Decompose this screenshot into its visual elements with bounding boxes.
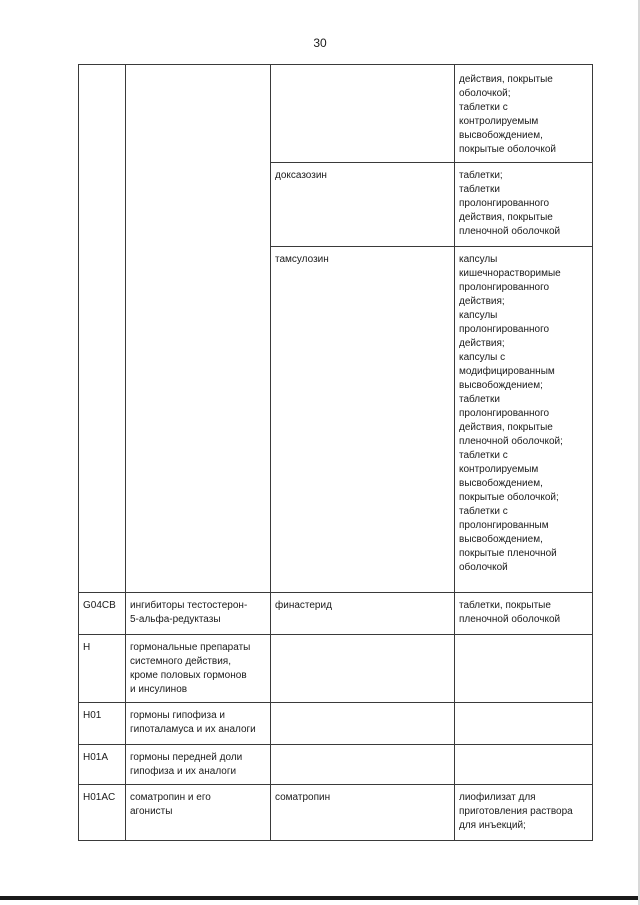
group-name-cell: ингибиторы тестостерон- 5-альфа-редуктазы	[126, 593, 271, 635]
dosage-forms-cell: лиофилизат для приготовления раствора для инъекций;	[455, 785, 593, 841]
group-name-cell: гормональные препараты системного действия, кроме половых гормонов и инсулинов	[126, 635, 271, 703]
dosage-forms-cell	[455, 745, 593, 785]
dosage-forms-cell	[455, 635, 593, 703]
bottom-scan-edge	[0, 896, 640, 900]
drug-classification-table	[78, 64, 593, 841]
drug-name-cell	[271, 703, 455, 745]
table-row	[79, 745, 593, 785]
table-row	[79, 65, 593, 163]
dosage-forms-cell: таблетки; таблетки пролонгированного действия, покрытые пленочной оболочкой	[455, 163, 593, 247]
atc-code-cell: H01AC	[79, 785, 126, 841]
group-name-cell: гормоны гипофиза и гипоталамуса и их аналоги	[126, 703, 271, 745]
table-row	[79, 785, 593, 841]
drug-name-cell	[271, 65, 455, 163]
drug-name-cell: соматропин	[271, 785, 455, 841]
table-row	[79, 703, 593, 745]
page-number: 30	[313, 36, 327, 50]
drug-name-cell: доксазозин	[271, 163, 455, 247]
atc-code-cell: G04CB	[79, 593, 126, 635]
atc-code-cell: H	[79, 635, 126, 703]
drug-name-cell	[271, 745, 455, 785]
table-row	[79, 635, 593, 703]
dosage-forms-cell: таблетки, покрытые пленочной оболочкой	[455, 593, 593, 635]
dosage-forms-cell	[455, 703, 593, 745]
group-name-cell: гормоны передней доли гипофиза и их аналоги	[126, 745, 271, 785]
atc-code-cell: H01A	[79, 745, 126, 785]
drug-name-cell	[271, 635, 455, 703]
drug-name-cell: финастерид	[271, 593, 455, 635]
table-row	[79, 593, 593, 635]
group-name-cell: соматропин и его агонисты	[126, 785, 271, 841]
atc-code-cell	[79, 65, 126, 593]
dosage-forms-cell: действия, покрытые оболочкой; таблетки с контролируемым высвобождением, покрытые оболочкой	[455, 65, 593, 163]
atc-code-cell: H01	[79, 703, 126, 745]
dosage-forms-cell: капсулы кишечнорастворимые пролонгированного действия; капсулы пролонгированного действия; капсулы с модифицированным высвобождением; таблетки пролонгированного действия, покрытые пленочной оболочкой; таблетки с контролируемым высвобождением, покрытые оболочкой; таблетки с пролонгированным высвобождением, покрытые пленочной оболочкой	[455, 247, 593, 593]
drug-name-cell: тамсулозин	[271, 247, 455, 593]
group-name-cell	[126, 65, 271, 593]
